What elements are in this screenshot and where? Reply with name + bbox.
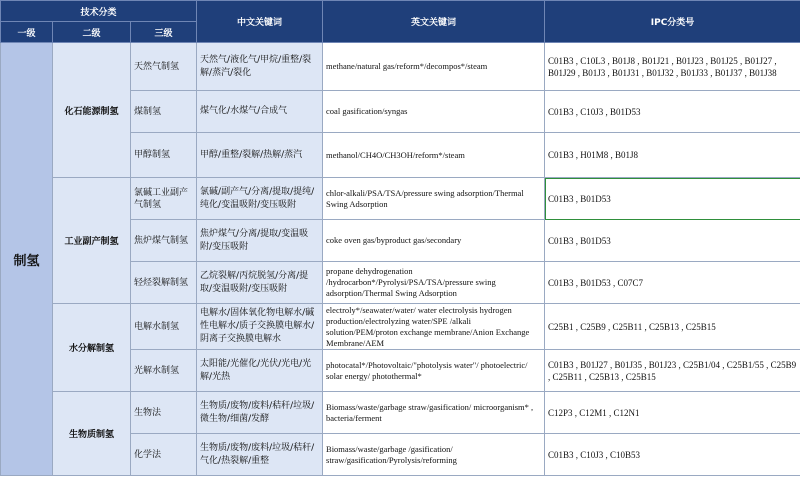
header-zh-keywords: 中文关键词 (197, 1, 323, 43)
zh-keywords-cell: 焦炉煤气/分离/提取/变温吸附/变压吸附 (197, 220, 323, 262)
zh-keywords-cell: 氯碱/副产气/分离/提取/提纯/纯化/变温吸附/变压吸附 (197, 178, 323, 220)
header-ipc: IPC分类号 (545, 1, 800, 43)
level2-cell: 化石能源制氢 (53, 43, 131, 178)
en-keywords-cell: methanol/CH4O/CH3OH/reform*/steam (323, 133, 545, 178)
level3-cell: 轻烃裂解制氢 (131, 262, 197, 304)
level3-cell: 光解水制氢 (131, 350, 197, 392)
zh-keywords-cell: 太阳能/光催化/光伏/光电/光解/光热 (197, 350, 323, 392)
table-row (1, 43, 800, 91)
level3-cell: 天然气制氢 (131, 43, 197, 91)
header-level1: 一级 (1, 22, 53, 43)
header-level2: 二级 (53, 22, 131, 43)
en-keywords-cell: coke oven gas/byproduct gas/secondary (323, 220, 545, 262)
zh-keywords-cell: 天然气/液化气/甲烷/重整/裂解/蒸汽/裂化 (197, 43, 323, 91)
ipc-cell: C01B3 , B01D53 , C07C7 (545, 262, 800, 304)
en-keywords-cell: electroly*/seawater/water/ water electrolysis hydrogen production/electrolyzing water/SPE /alkali solution/PEM/proton exchange membrane/Anion Exchange Membrane/AEM (323, 304, 545, 350)
table-row (1, 304, 800, 350)
en-keywords-cell: coal gasification/syngas (323, 91, 545, 133)
zh-keywords-cell: 甲醇/重整/裂解/热解/蒸汽 (197, 133, 323, 178)
ipc-cell[interactable]: C01B3 , B01D53 (545, 178, 800, 220)
level3-cell: 焦炉煤气制氢 (131, 220, 197, 262)
ipc-cell: C01B3 , B01J27 , B01J35 , B01J23 , C25B1/04 , C25B1/55 , C25B9 , C25B11 , C25B13 , C25B15 (545, 350, 800, 392)
en-keywords-cell: methane/natural gas/reform*/decompos*/steam (323, 43, 545, 91)
level3-cell: 煤制氢 (131, 91, 197, 133)
level3-cell: 生物法 (131, 392, 197, 434)
ipc-cell: C01B3 , C10L3 , B01J8 , B01J21 , B01J23 , B01J25 , B01J27 , B01J29 , B01J3 , B01J31 , B01J32 , B01J33 , B01J37 , B01J38 (545, 43, 800, 91)
level2-cell: 工业副产制氢 (53, 178, 131, 304)
en-keywords-cell: propane dehydrogenation /hydrocarbon*/Pyrolysi/PSA/TSA/pressure swing adsorption/Thermal Swing Adsorption (323, 262, 545, 304)
ipc-cell: C01B3 , C10J3 , C10B53 (545, 434, 800, 476)
ipc-cell: C12P3 , C12M1 , C12N1 (545, 392, 800, 434)
en-keywords-cell: chlor-alkali/PSA/TSA/pressure swing adsorption/Thermal Swing Adsorption (323, 178, 545, 220)
ipc-cell: C01B3 , C10J3 , B01D53 (545, 91, 800, 133)
level3-cell: 化学法 (131, 434, 197, 476)
header-en-keywords: 英文关键词 (323, 1, 545, 43)
level2-cell: 水分解制氢 (53, 304, 131, 392)
en-keywords-cell: Biomass/waste/garbage straw/gasification/ microorganism* , bacteria/ferment (323, 392, 545, 434)
header-level3: 三级 (131, 22, 197, 43)
zh-keywords-cell: 生物质/废物/废料/垃圾/秸秆/气化/热裂解/重整 (197, 434, 323, 476)
zh-keywords-cell: 煤气化/水煤气/合成气 (197, 91, 323, 133)
zh-keywords-cell: 电解水/固体氧化物电解水/碱性电解水/质子交换膜电解水/阴离子交换膜电解水 (197, 304, 323, 350)
level3-cell: 甲醇制氢 (131, 133, 197, 178)
level3-cell: 氯碱工业副产气制氢 (131, 178, 197, 220)
zh-keywords-cell: 乙烷裂解/丙烷脱氢/分离/提取/变温吸附/变压吸附 (197, 262, 323, 304)
ipc-cell: C01B3 , B01D53 (545, 220, 800, 262)
table-row (1, 392, 800, 434)
zh-keywords-cell: 生物质/废物/废料/秸秆/垃圾/微生物/细菌/发酵 (197, 392, 323, 434)
header-tech-category: 技术分类 (1, 1, 197, 22)
level1-cell: 制氢 (1, 43, 53, 476)
en-keywords-cell: photocatal*/Photovoltaic/"photolysis water"/ photoelectric/ solar energy/ photothermal* (323, 350, 545, 392)
level3-cell: 电解水制氢 (131, 304, 197, 350)
ipc-cell: C01B3 , H01M8 , B01J8 (545, 133, 800, 178)
level2-cell: 生物质制氢 (53, 392, 131, 476)
table-row (1, 178, 800, 220)
en-keywords-cell: Biomass/waste/garbage /gasification/ straw/gasification/Pyrolysis/reforming (323, 434, 545, 476)
ipc-cell: C25B1 , C25B9 , C25B11 , C25B13 , C25B15 (545, 304, 800, 350)
